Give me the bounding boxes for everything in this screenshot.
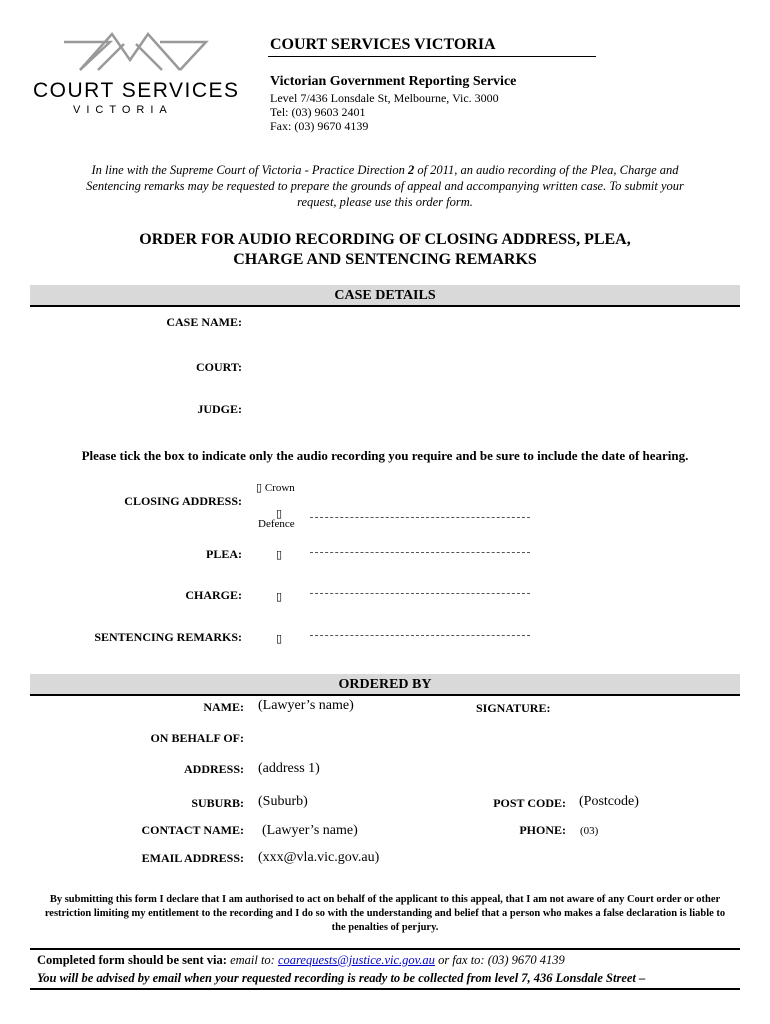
- plea-label: PLEA:: [206, 547, 242, 561]
- crown-checkbox[interactable]: ▯: [256, 482, 263, 494]
- header-address: Level 7/436 Lonsdale St, Melbourne, Vic. 3000: [270, 91, 499, 105]
- plea-checkbox[interactable]: ▯: [276, 549, 283, 561]
- judge-field[interactable]: [250, 399, 730, 419]
- suburb-label: SUBURB:: [191, 796, 244, 810]
- logo-sub: VICTORIA: [73, 104, 173, 116]
- header-fax: Fax: (03) 9670 4139: [270, 119, 369, 133]
- judge-label: JUDGE:: [197, 402, 242, 416]
- charge-date-line[interactable]: [310, 593, 530, 594]
- sentencing-date-line[interactable]: [310, 635, 530, 636]
- name-label: NAME:: [203, 700, 244, 714]
- defence-checkbox[interactable]: ▯: [276, 508, 283, 520]
- court-label: COURT:: [195, 360, 242, 374]
- crown-label: Crown: [264, 482, 295, 494]
- logo-name: COURT SERVICES: [33, 79, 240, 102]
- footer-top-rule: [30, 948, 740, 950]
- postcode-label: POST CODE:: [493, 796, 566, 810]
- address-label: ADDRESS:: [183, 762, 244, 776]
- form-title: ORDER FOR AUDIO RECORDING OF CLOSING ADDRESS, PLEA, CHARGE AND SENTENCING REMARKS: [139, 231, 631, 268]
- court-services-logo-icon: [60, 30, 210, 74]
- contact-name-label: CONTACT NAME:: [141, 823, 244, 837]
- on-behalf-field[interactable]: [256, 728, 726, 748]
- contact-name-value[interactable]: (Lawyer’s name): [262, 823, 358, 838]
- charge-checkbox[interactable]: ▯: [276, 591, 283, 603]
- suburb-value[interactable]: (Suburb): [258, 794, 308, 809]
- phone-label: PHONE:: [519, 823, 566, 837]
- header-rule: [268, 56, 596, 57]
- ordered-by-heading: ORDERED BY: [30, 674, 740, 696]
- header-tel: Tel: (03) 9603 2401: [270, 105, 366, 119]
- email-address-value[interactable]: (xxx@vla.vic.gov.au): [258, 850, 380, 865]
- court-field[interactable]: [250, 357, 730, 377]
- footer-send-line: Completed form should be sent via: email to: coarequests@justice.vic.gov.au or fax to: (03) 9670 4139: [37, 953, 565, 967]
- sentencing-checkbox[interactable]: ▯: [276, 633, 283, 645]
- address-value[interactable]: (address 1): [258, 761, 320, 776]
- intro-text: In line with the Supreme Court of Victoria - Practice Direction 2 of 2011, an audio recording of the Plea, Charge and Sentencing remarks may be requested to prepare the grounds of appeal and accompanying written case. To submit your request, please use this order form.: [86, 163, 684, 209]
- signature-field[interactable]: [566, 697, 736, 717]
- header-org: Victorian Government Reporting Service: [270, 74, 517, 89]
- charge-label: CHARGE:: [185, 588, 242, 602]
- phone-value[interactable]: (03): [580, 825, 599, 837]
- email-link[interactable]: coarequests@justice.vic.gov.au: [277, 953, 435, 967]
- declaration-text: By submitting this form I declare that I am authorised to act on behalf of the applicant to this appeal, that I am not aware of any Court order or other restriction limiting my entitlement to the recording and I do so with the understanding and belief that a person who makes a false declaration is liable to the penalties of perjury.: [44, 894, 726, 933]
- plea-date-line[interactable]: [310, 552, 530, 553]
- footer-bottom-rule: [30, 988, 740, 990]
- signature-label: SIGNATURE:: [476, 701, 551, 715]
- postcode-value[interactable]: (Postcode): [579, 794, 639, 809]
- footer-advised-line: You will be advised by email when your requested recording is ready to be collected from level 7, 436 Lonsdale Street –: [37, 971, 646, 985]
- header-title: COURT SERVICES VICTORIA: [270, 36, 496, 53]
- crown-option[interactable]: [256, 481, 295, 494]
- name-value[interactable]: (Lawyer’s name): [258, 698, 354, 713]
- tick-instruction: Please tick the box to indicate only the audio recording you require and be sure to include the date of hearing.: [81, 448, 689, 463]
- on-behalf-label: ON BEHALF OF:: [150, 731, 244, 745]
- closing-date-line[interactable]: [310, 517, 530, 518]
- email-address-label: EMAIL ADDRESS:: [141, 851, 244, 865]
- case-details-heading: CASE DETAILS: [30, 285, 740, 307]
- sentencing-label: SENTENCING REMARKS:: [94, 630, 242, 644]
- defence-label: Defence: [258, 518, 295, 530]
- case-name-field[interactable]: [250, 312, 730, 332]
- closing-address-label: CLOSING ADDRESS:: [124, 494, 242, 508]
- case-name-label: CASE NAME:: [166, 315, 242, 329]
